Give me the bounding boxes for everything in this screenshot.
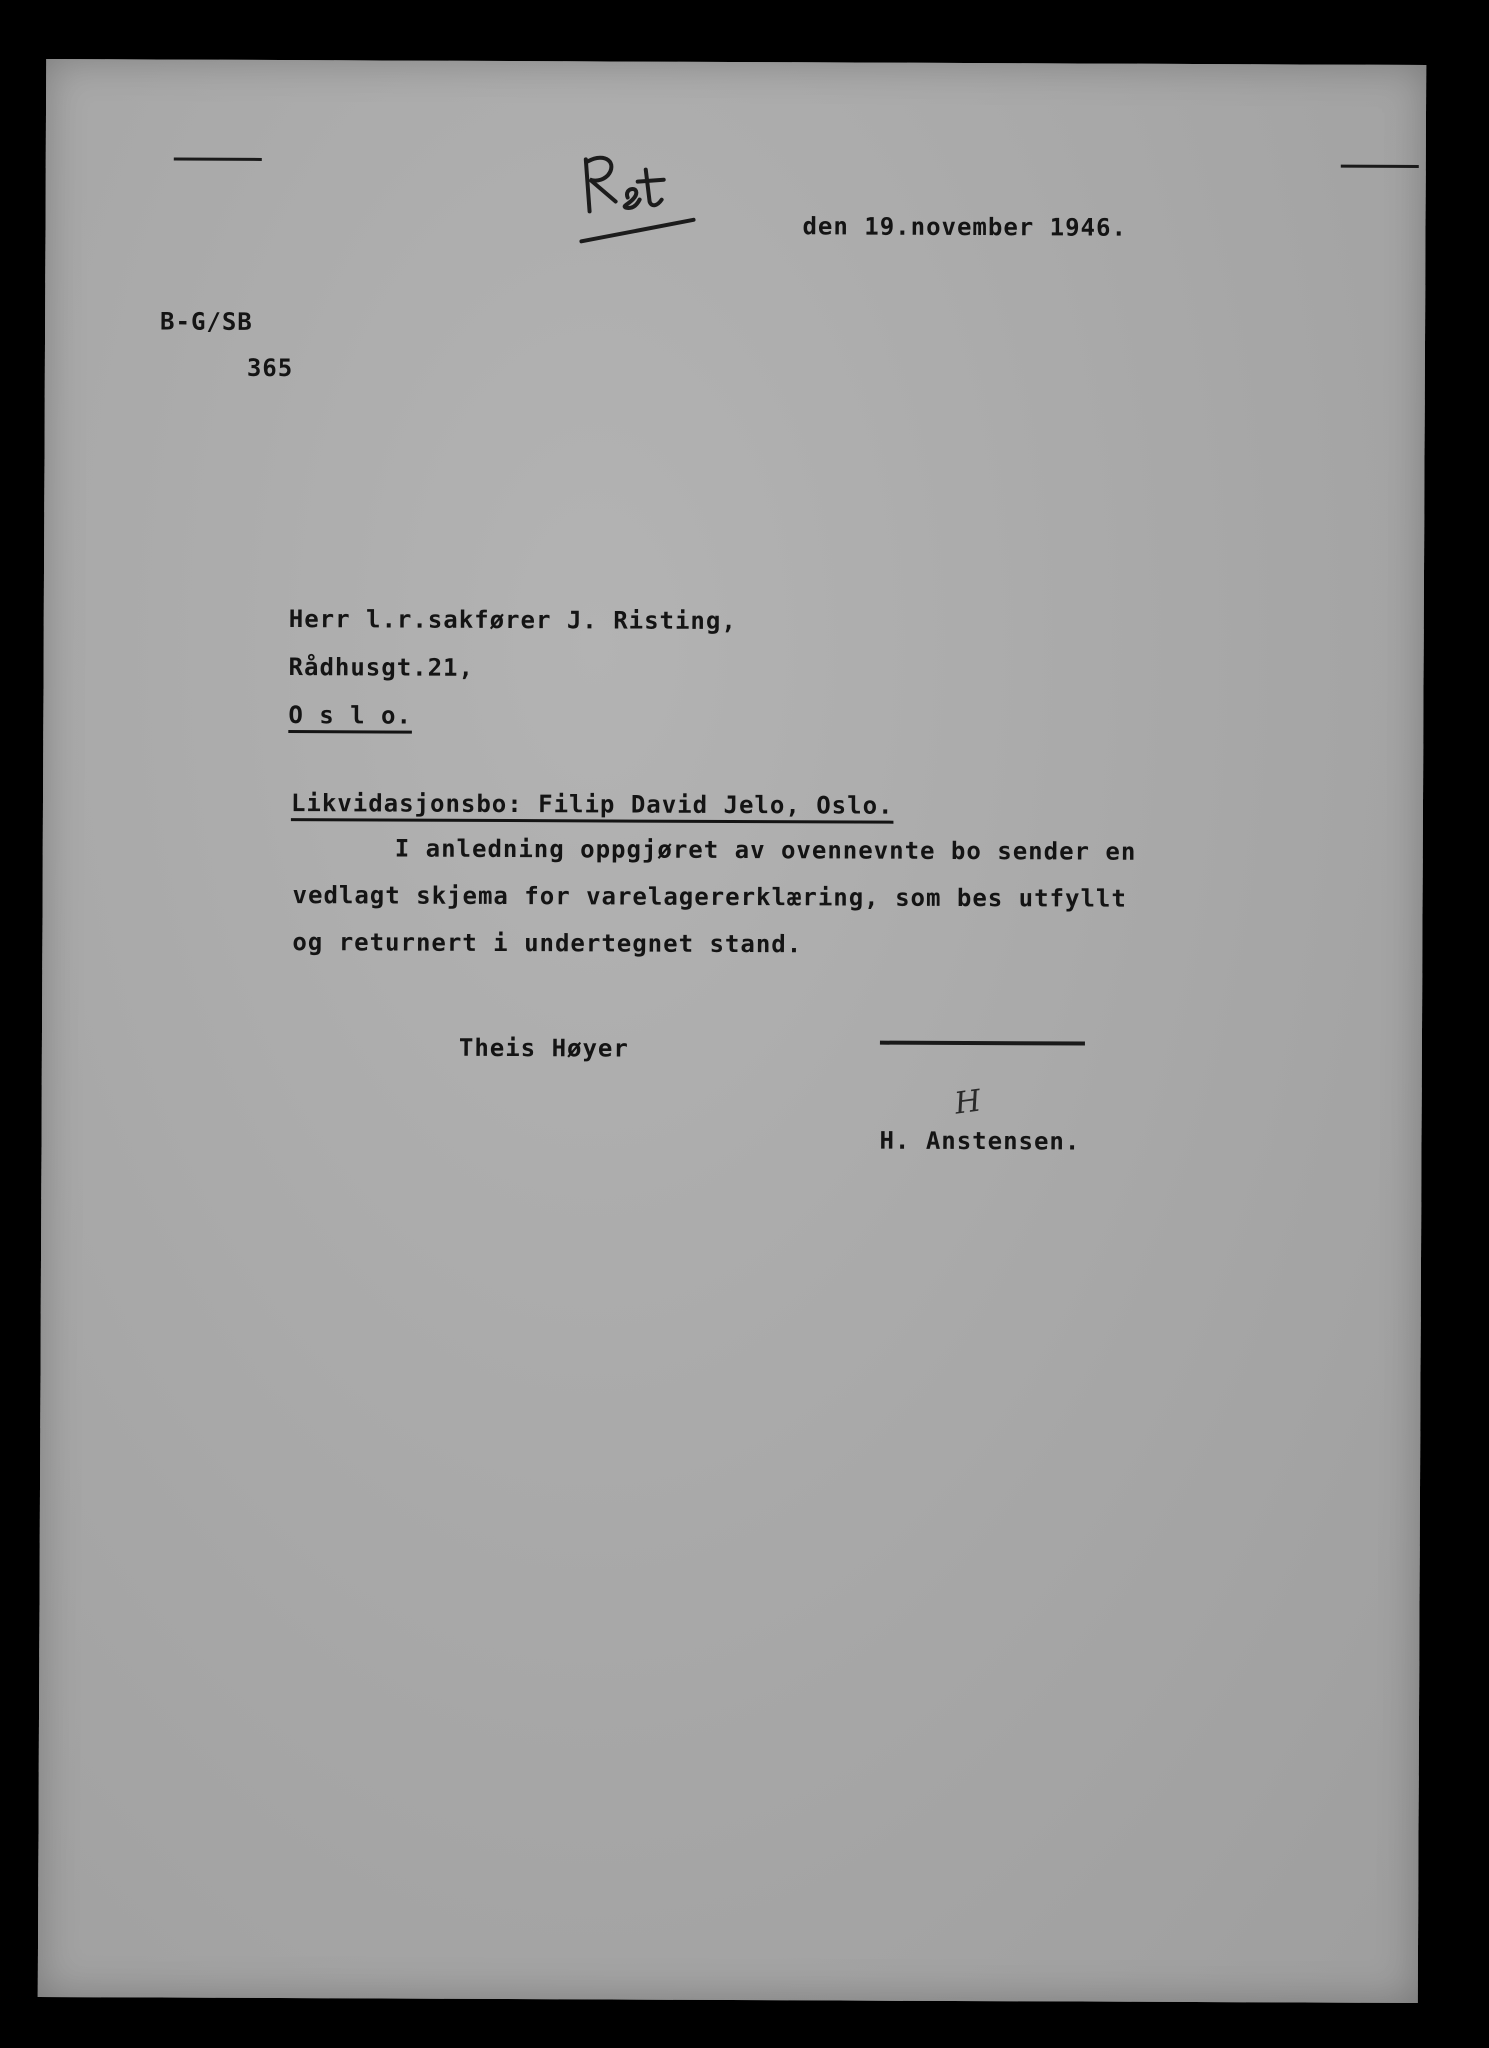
document-page bbox=[38, 59, 1426, 2003]
body-line-1: I anledning oppgjøret av ovennevnte bo sender en bbox=[394, 834, 1137, 866]
recipient-name: Herr l.r.sakfører J. Risting, bbox=[288, 605, 737, 636]
handwritten-mark bbox=[575, 141, 715, 252]
signature-rule bbox=[880, 1041, 1085, 1046]
handwritten-initials: H bbox=[952, 1083, 984, 1122]
letter-date: den 19.november 1946. bbox=[802, 212, 1128, 242]
signature-firm: Theis Høyer bbox=[458, 1033, 629, 1063]
body-line-3: og returnert i undertegnet stand. bbox=[292, 928, 803, 959]
reference-code: B-G/SB bbox=[160, 307, 253, 336]
recipient-city: O s l o. bbox=[288, 701, 413, 730]
subject-line: Likvidasjonsbo: Filip David Jelo, Oslo. bbox=[290, 789, 894, 820]
recipient-street: Rådhusgt.21, bbox=[288, 653, 475, 682]
top-right-rule bbox=[1341, 165, 1419, 168]
body-line-2: vedlagt skjema for varelagererklæring, som bes utfyllt bbox=[292, 881, 1127, 913]
signatory-name: H. Anstensen. bbox=[879, 1126, 1081, 1156]
top-left-rule bbox=[174, 158, 262, 161]
reference-number: 365 bbox=[246, 353, 294, 383]
